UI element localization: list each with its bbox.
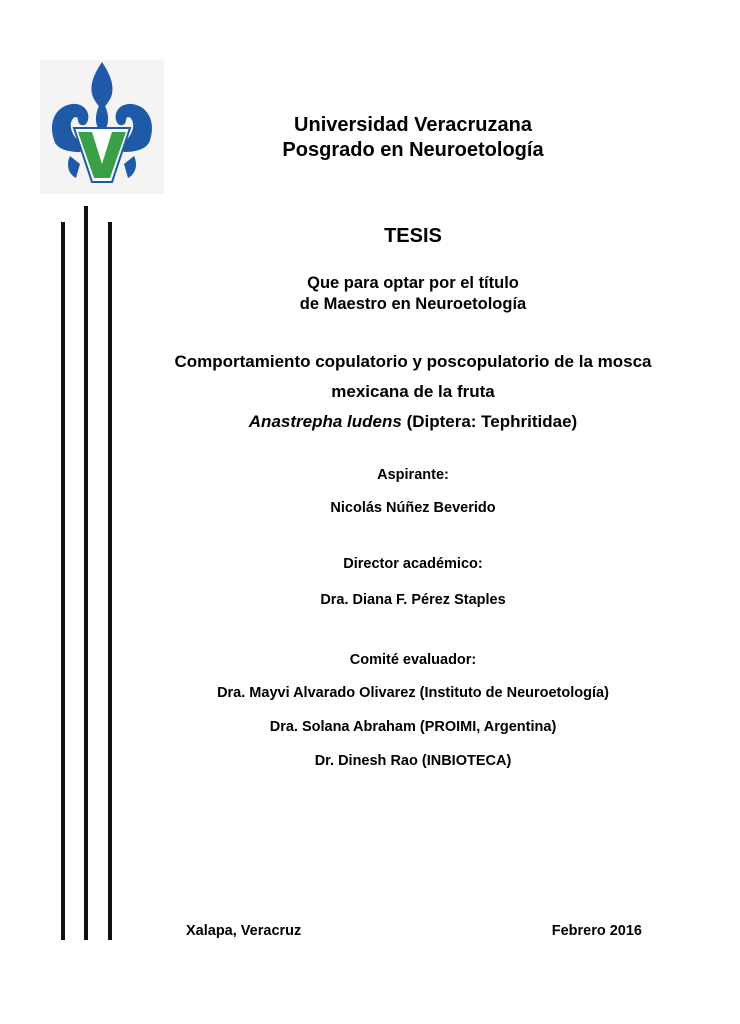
title-line-3 [150, 407, 676, 437]
decorative-rule-middle [84, 206, 88, 940]
degree-line-2: de Maestro en Neuroetología [299, 295, 527, 313]
decorative-rule-left [61, 222, 65, 940]
title-line-2: mexicana de la fruta [331, 382, 495, 401]
institution-header [150, 113, 676, 163]
committee-member: Dra. Solana Abraham (PROIMI, Argentina) [269, 719, 557, 735]
species-name: Anastrepha ludens [248, 412, 402, 431]
degree-statement [150, 273, 676, 315]
university-name: Universidad Veracruzana [294, 114, 532, 136]
taxon-name: (Diptera: Tephritidae) [406, 412, 578, 431]
committee-label: Comité evaluador: [349, 652, 477, 668]
applicant-label: Aspirante: [377, 467, 449, 483]
footer-place: Xalapa, Veracruz [186, 923, 302, 939]
thesis-title [150, 347, 676, 437]
program-name: Posgrado en Neuroetología [282, 139, 544, 161]
decorative-rule-right [108, 222, 112, 940]
director-label: Director académico: [343, 556, 483, 572]
flor-de-lis-icon [40, 60, 164, 194]
committee-member: Dra. Mayvi Alvarado Olivarez (Instituto de Neuroetología) [217, 685, 609, 701]
director-name: Dra. Diana F. Pérez Staples [320, 592, 506, 608]
document-type: TESIS [384, 225, 442, 247]
footer-date: Febrero 2016 [551, 923, 642, 939]
degree-line-1: Que para optar por el título [307, 274, 519, 292]
applicant-name: Nicolás Núñez Beverido [330, 500, 496, 516]
university-logo [40, 60, 164, 194]
title-line-1: Comportamiento copulatorio y poscopulatorio de la mosca [174, 352, 652, 371]
committee-member: Dr. Dinesh Rao (INBIOTECA) [314, 753, 512, 769]
